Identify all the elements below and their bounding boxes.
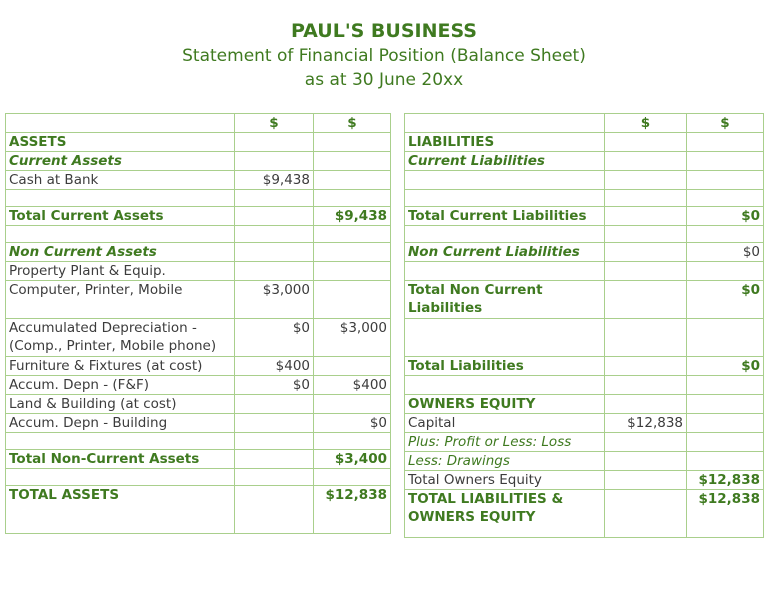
table-row	[6, 243, 391, 262]
table-row	[6, 357, 391, 376]
total-equity-value: $12,838	[687, 471, 764, 490]
non-current-liabilities-value: $0	[687, 243, 764, 262]
table-row	[405, 114, 764, 133]
acc-dep-label-1: Accumulated Depreciation -	[9, 320, 197, 336]
table-row	[405, 207, 764, 226]
profit-label: Plus: Profit or Less: Loss	[405, 433, 605, 452]
table-row	[405, 190, 764, 207]
liabilities-table	[404, 113, 764, 538]
table-row	[405, 395, 764, 414]
acc-dep-net: $3,000	[314, 319, 391, 357]
table-row	[6, 433, 391, 450]
total-non-current-assets-value: $3,400	[314, 450, 391, 469]
furniture-label: Furniture & Fixtures (at cost)	[6, 357, 235, 376]
acc-dep-value: $0	[235, 319, 314, 357]
owners-equity-heading: OWNERS EQUITY	[405, 395, 605, 414]
table-row	[6, 450, 391, 469]
statement-title: Statement of Financial Position (Balance Sheet)	[182, 46, 586, 66]
total-liabilities-value: $0	[687, 357, 764, 376]
table-row	[405, 471, 764, 490]
table-row	[405, 433, 764, 452]
business-name: PAUL'S BUSINESS	[290, 20, 477, 42]
table-row	[6, 414, 391, 433]
table-row	[6, 152, 391, 171]
capital-label: Capital	[405, 414, 605, 433]
total-assets-value: $12,838	[314, 486, 391, 534]
total-equity-label: Total Owners Equity	[405, 471, 605, 490]
table-row	[405, 452, 764, 471]
total-non-current-liabilities-value: $0	[687, 281, 764, 319]
table-row	[6, 395, 391, 414]
total-non-current-liabilities-label-1: Total Non Current	[408, 282, 543, 298]
total-current-liabilities-value: $0	[687, 207, 764, 226]
total-non-current-liabilities-label-2: Liabilities	[408, 300, 483, 316]
currency-header: $	[235, 114, 314, 133]
table-row	[405, 171, 764, 190]
currency-header: $	[314, 114, 391, 133]
table-row	[6, 469, 391, 486]
cash-value: $9,438	[235, 171, 314, 190]
current-assets-heading: Current Assets	[6, 152, 235, 171]
drawings-label: Less: Drawings	[405, 452, 605, 471]
currency-header: $	[687, 114, 764, 133]
currency-header: $	[605, 114, 687, 133]
table-row	[6, 226, 391, 243]
ff-dep-label: Accum. Depn - (F&F)	[6, 376, 235, 395]
capital-value: $12,838	[605, 414, 687, 433]
ff-net: $400	[314, 376, 391, 395]
table-row	[405, 243, 764, 262]
ff-dep-value: $0	[235, 376, 314, 395]
non-current-assets-heading: Non Current Assets	[6, 243, 235, 262]
current-liabilities-heading: Current Liabilities	[405, 152, 605, 171]
table-row	[6, 133, 391, 152]
table-row	[405, 152, 764, 171]
total-le-label-2: OWNERS EQUITY	[408, 509, 536, 525]
building-net: $0	[314, 414, 391, 433]
non-current-liabilities-heading: Non Current Liabilities	[405, 243, 605, 262]
table-row	[405, 262, 764, 281]
computer-value: $3,000	[235, 281, 314, 319]
table-row	[6, 281, 391, 319]
table-row	[405, 281, 764, 319]
table-row	[405, 414, 764, 433]
land-label: Land & Building (at cost)	[6, 395, 235, 414]
computer-label: Computer, Printer, Mobile	[6, 281, 235, 319]
total-le-label-1: TOTAL LIABILITIES &	[408, 491, 564, 507]
assets-table	[5, 113, 391, 534]
table-row	[6, 171, 391, 190]
ppe-label: Property Plant & Equip.	[6, 262, 235, 281]
total-le-value: $12,838	[687, 490, 764, 538]
table-row	[405, 133, 764, 152]
acc-dep-label-2: (Comp., Printer, Mobile phone)	[9, 338, 217, 354]
table-row	[6, 319, 391, 357]
table-row	[405, 376, 764, 395]
table-row	[6, 190, 391, 207]
furniture-value: $400	[235, 357, 314, 376]
table-row	[405, 319, 764, 357]
statement-date: as at 30 June 20xx	[304, 70, 464, 90]
table-row	[405, 357, 764, 376]
assets-heading: ASSETS	[6, 133, 235, 152]
total-current-liabilities-label: Total Current Liabilities	[405, 207, 605, 226]
table-row	[6, 262, 391, 281]
table-row	[405, 226, 764, 243]
table-row	[405, 490, 764, 538]
table-row	[6, 486, 391, 534]
total-current-assets-value: $9,438	[314, 207, 391, 226]
liabilities-heading: LIABILITIES	[405, 133, 605, 152]
table-row	[6, 114, 391, 133]
total-assets-label: TOTAL ASSETS	[6, 486, 235, 534]
total-current-assets-label: Total Current Assets	[6, 207, 235, 226]
total-non-current-assets-label: Total Non-Current Assets	[6, 450, 235, 469]
building-dep-label: Accum. Depn - Building	[6, 414, 235, 433]
total-liabilities-label: Total Liabilities	[405, 357, 605, 376]
cash-label: Cash at Bank	[6, 171, 235, 190]
table-row	[6, 207, 391, 226]
table-row	[6, 376, 391, 395]
